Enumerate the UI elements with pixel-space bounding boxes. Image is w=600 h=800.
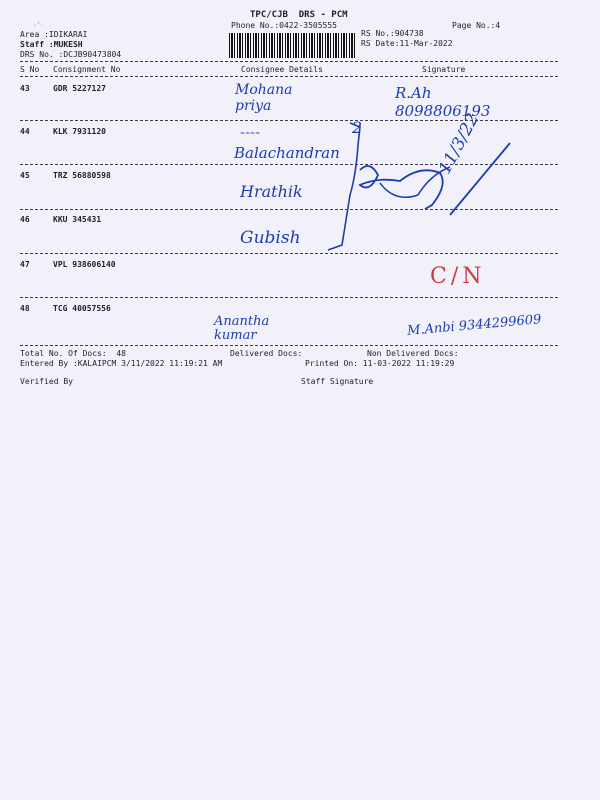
page-number: Page No.:4 <box>452 21 501 30</box>
col-consignee: Consignee Details <box>241 65 323 74</box>
row-sno: 45 <box>20 171 30 180</box>
staff-signature-label: Staff Signature <box>301 377 374 386</box>
non-delivered-docs: Non Delivered Docs: <box>367 349 459 358</box>
signature-mark: 2 <box>352 118 363 137</box>
col-signature: Signature <box>422 65 466 74</box>
verified-by: Verified By <box>20 377 73 386</box>
row-sno: 46 <box>20 215 30 224</box>
row-consignment: VPL 938606140 <box>53 260 116 269</box>
row-consignment: TCG 40057556 <box>53 304 111 313</box>
handwritten-name: Gubish <box>240 228 301 248</box>
row-sno: 47 <box>20 260 30 269</box>
col-consignment: Consignment No <box>53 65 121 74</box>
barcode <box>229 33 355 58</box>
divider <box>20 345 558 346</box>
col-sno: S No <box>20 65 40 74</box>
signature-date: 11/3/22 <box>435 110 484 178</box>
phone-number: Phone No.:0422-3505555 <box>231 21 337 30</box>
scribble-strikeout: ≈≈≈≈ <box>240 130 261 137</box>
handwritten-status: C/N <box>430 264 486 289</box>
handwritten-name: Hrathik <box>240 182 303 201</box>
delivered-docs: Delivered Docs: <box>230 349 303 358</box>
handwritten-signature: M.Anbi 9344299609 <box>406 312 542 339</box>
handwritten-signature: R.Ah 8098806193 <box>395 84 491 120</box>
row-consignment: TRZ 56880598 <box>53 171 111 180</box>
rs-date: RS Date:11-Mar-2022 <box>361 39 453 48</box>
total-docs: Total No. Of Docs: 48 <box>20 349 126 358</box>
rs-number: RS No.:904738 <box>361 29 424 38</box>
scan-speck: ·‘· <box>33 22 44 29</box>
handwritten-name: Mohana priya <box>235 82 293 114</box>
drs-number: DRS No. :DCJB90473804 <box>20 50 122 59</box>
row-sno: 44 <box>20 127 30 136</box>
handwritten-name: Anantha kumar <box>214 314 270 343</box>
row-sno: 43 <box>20 84 30 93</box>
row-sno: 48 <box>20 304 30 313</box>
area-label: Area :IDIKARAI <box>20 30 88 39</box>
divider <box>20 76 558 77</box>
divider <box>20 297 558 298</box>
divider <box>20 61 558 62</box>
document-title: TPC/CJB DRS - PCM <box>250 10 348 20</box>
entered-by: Entered By :KALAIPCM 3/11/2022 11:19:21 AM <box>20 359 223 368</box>
row-consignment: GDR 5227127 <box>53 84 106 93</box>
staff-label: Staff :MUKESH <box>20 40 83 49</box>
printed-on: Printed On: 11-03-2022 11:19:29 <box>305 359 455 368</box>
row-consignment: KKU 345431 <box>53 215 102 224</box>
handwritten-name: Balachandran <box>234 144 340 162</box>
row-consignment: KLK 7931120 <box>53 127 106 136</box>
